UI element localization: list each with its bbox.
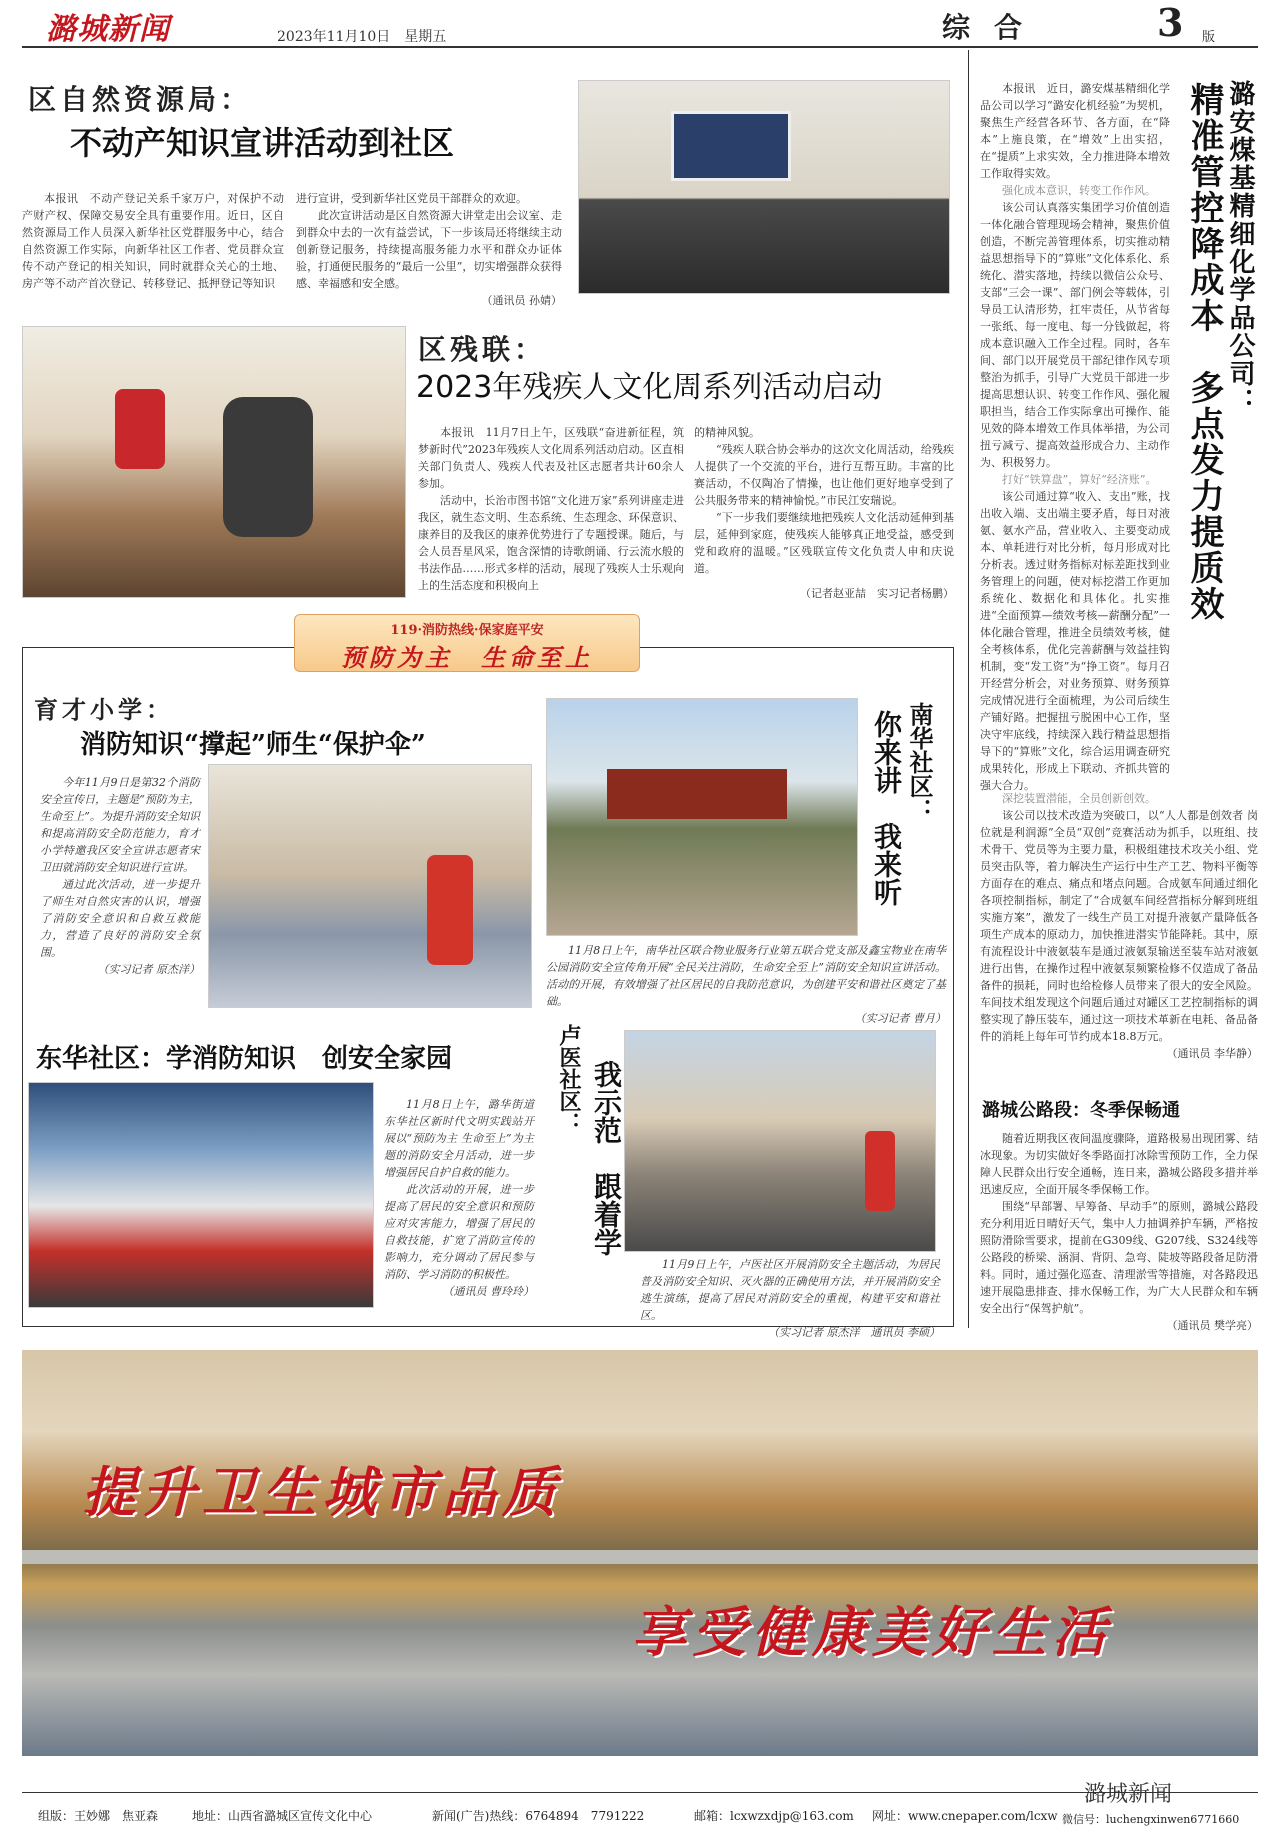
right1-lead3: 打好“铁算盘”，算好“经济账”。 (1002, 473, 1157, 486)
fire4-body: 11月9日上午，卢医社区开展消防安全主题活动，为居民普及消防安全知识、灭火器的正确使用方法，并开展消防安全逃生演练，提高了居民对消防安全的重视，构建平安和谐社区。 （实习记者 原杰洋 通讯员 李硕） (640, 1258, 940, 1339)
calligrapher-figure (223, 397, 313, 537)
article2-col2: 的精神风貌。 “残疾人联合协会举办的这次文化周活动，给残疾人提供了一个交流的平台，进行互帮互助。丰富的比赛活动，不仅陶冶了情操，也让他们更好地享受到了公共服务带来的精神愉悦。”市民江安瑞说。 “下一步我们要继续地把残疾人文化活动延伸到基层，延伸到家庭，使残疾人能够真正地受益，感受到党和政府的温暖。”区残联宣传文化负责人申和庆说道。 （记者赵亚喆 实习记者杨鹏） (694, 426, 954, 600)
instructor-vest (865, 1131, 895, 1211)
projector-screen (671, 111, 791, 181)
footer-editors: 组版：王妙娜 焦亚森 (38, 1809, 159, 1823)
fire1-headline: 消防知识“撑起”师生“保护伞” (80, 730, 426, 760)
lecture-room-photo (578, 80, 950, 294)
right2-credit: （通讯员 樊学亮） (1166, 1319, 1258, 1332)
footer-email: 邮箱：lcxwzxdjp@163.com (694, 1809, 854, 1823)
article1-col1: 本报讯 不动产登记关系千家万户，对保护不动产财产权、保障交易安全具有重要作用。近日，区自然资源局工作人员深入新华社区党群服务中心，结合自然资源工作实际，向新华社区工作者、党员群众宣传不动产登记的相关知识，同时就群众关心的土地、房产等不动产首次登记、转移登记、抵押登记等知识 (22, 192, 284, 290)
masthead (22, 0, 1258, 48)
lecturer-vest (427, 855, 473, 965)
section-name: 综合 (942, 11, 1047, 44)
fire4-headline: 我示范 跟着学 (590, 1060, 623, 1256)
page-number: 3 (1157, 0, 1184, 45)
article1-headline: 不动产知识宣讲活动到社区 (70, 124, 455, 162)
right1-lead2: 强化成本意识，转变工作作风。 (1002, 184, 1156, 197)
fire2-kicker: 南华社区： (905, 702, 934, 822)
newspaper-logo: 潞城新闻 (46, 12, 170, 47)
park-gathering-photo (546, 698, 858, 936)
article2-credit: （记者赵亚喆 实习记者杨鹏） (800, 587, 954, 600)
river-scenery-photo (22, 1350, 1258, 1756)
article1-col2: 进行宣讲，受到新华社区党员干部群众的欢迎。 此次宣讲活动是区自然资源大讲堂走出会议室、走到群众中去的一次有益尝试，下一步该局还将继续主动创新登记服务，持续提高服务能力水平和群众办证体验，打通便民服务的“最后一公里”，切实增强群众获得感、幸福感和安全感。 （通讯员 孙婧） (296, 192, 562, 307)
fire2-headline: 你来讲 我来听 (870, 710, 903, 906)
article2-headline: 2023年残疾人文化周系列活动启动 (416, 370, 883, 405)
issue-date: 2023年11月10日 星期五 (277, 29, 447, 45)
right2-body: 随着近期我区夜间温度骤降，道路极易出现团雾、结冰现象。为切实做好冬季路面打冰除雪预防工作，全力保障人民群众出行安全通畅，连日来，潞城公路段多措并举迅速反应，全面开展冬季保畅工作。 围绕“早部署、早筹备、早动手”的原则，潞城公路段充分利用近日晴好天气，集中人力抽调养护车辆，严格按照防滑除雪要求，提前在G309线、G207线、S324线等公路段的桥梁、涵洞、背阴、急弯、陡坡等路段备足防滑料。同时，通过强化巡查、清理淤雪等措施，对各路段迅速开展隐患排查、排水保畅工作，为广大人民群众和车辆安全出行“保驾护航”。 （通讯员 樊学亮） (980, 1132, 1258, 1332)
right2-headline: 潞城公路段：冬季保畅通 (982, 1100, 1180, 1121)
right1-credit: （通讯员 李华静） (1166, 1047, 1258, 1060)
slogan-upper: 提升卫生城市品质 (82, 1460, 562, 1524)
article2-kicker: 区残联： (418, 333, 547, 366)
slogan-lower: 享受健康美好生活 (632, 1600, 1112, 1664)
fire3-body: 11月8日上午，潞华街道东华社区新时代文明实践站开展以“预防为主 生命至上”为主题的消防安全月活动，进一步增强居民自护自救的能力。 此次活动的开展，进一步提高了居民的安全意识和预防应对灾害能力，增强了居民的自救技能，扩宽了消防宣传的影响力，充分调动了居民参与消防、学习消防的积极性。 （通讯员 曹玲玲） (384, 1098, 534, 1298)
fire1-kicker: 育才小学： (34, 695, 174, 724)
footer-hotline: 新闻(广告)热线：6764894 7791222 (432, 1809, 645, 1823)
footer-wechat: 微信号：luchengxinwen6771660 (1062, 1813, 1240, 1826)
fire3-headline: 东华社区：学消防知识 创安全家园 (36, 1044, 453, 1074)
column-divider (968, 50, 969, 1328)
footer-address: 地址：山西省潞城区宣传文化中心 (192, 1809, 373, 1823)
fire-drill-street-photo (624, 1030, 936, 1252)
right1-lead4: 深挖装置潜能，全员创新创效。 (1002, 792, 1156, 805)
fire4-kicker: 卢医社区： (556, 1024, 582, 1134)
fire2-credit: （实习记者 曹月） (854, 1012, 946, 1025)
fire2-body: 11月8日上午，南华社区联合物业服务行业第五联合党支部及鑫宝物业在南华公园消防安全宣传角开展“全民关注消防，生命安全至上”消防安全知识宣讲活动。活动的开展，有效增强了社区居民的自我防范意识，为创建平安和谐社区奠定了基础。 （实习记者 曹月） (546, 944, 946, 1025)
article1-credit: （通讯员 孙婧） (481, 294, 562, 307)
right1-body-top: 本报讯 近日，潞安煤基精细化学品公司以学习“潞安化机经验”为契机，聚焦生产经营各环节、各方面，在“降本”上施良策，在“增效”上出实招，在“提质”上求实效，全力推进降本增效工作取得实效。 强化成本意识，转变工作作风。 该公司认真落实集团学习价值创造一体化融合管理现场会精神，聚焦价值创造，不断完善管理体系，切实推动精益思想指导下的“算账”文化体系化、系统化、潜实落地，持续以微信公众号、支部“三会一课”、部门例会等载体，引导员工认清形势，扛牢责任，从节省每一张纸、每一度电、每一分钱做起，将成本意识融入工作全过程。同时，各车间、部门以开展党员干部纪律作风专项整治为抓手，引导广大党员干部进一步提高思想认识、转变工作作风、强化履职担当，结合工作实际拿出可操作、能见效的降本增效工作具体举措，为公司扭亏减亏、提高效益形成合力、主动作为、积极努力。 打好“铁算盘”，算好“经济账”。 该公司通过算“收入、支出”账，找出收入端、支出端主要矛盾，每日对液氨、氨水产品，营业收入、主要变动成本、单耗进行对比分析，每月形成对比分析表。透过财务指标对标差距找到业务管理上的问题，使对标挖潜工作更加系统化、数据化和具体化。扎实推进“全面预算—绩效考核—薪酬分配”一体化融合管理，推进全员绩效考核，健全考核体系，优化完善薪酬与效益挂钩机制，变“发工资”为“挣工资”。每月召开经营分析会，对业务预算、财务预算完成情况进行全面梳理，为公司后续生产铺好路。把握扭亏脱困中心工作，坚决守牢底线，持续深入践行精益思想指导下的“算账”文化，综合运用调查研究成果转化，形成上下联动、齐抓共管的强大合力。 (980, 82, 1170, 792)
community-fire-class-photo (28, 1082, 374, 1308)
wechat-brand: 潞城新闻 (1084, 1782, 1173, 1807)
fire3-credit: （通讯员 曹玲玲） (442, 1285, 534, 1298)
page-suffix: 版 (1202, 30, 1216, 45)
right1-headline: 精准管控降成本 多点发力提质效 (1184, 82, 1224, 622)
right1-body-bottom: 深挖装置潜能，全员创新创效。 该公司以技术改造为突破口，以“人人都是创效者 岗位就是利润源”全员“双创”竞赛活动为抓手，以班组、技术骨干、党员等为主要力量，积极组建技术攻关小组、党员突击队等，着力解决生产运行中生产工艺、物料平衡等方面存在的难点、痛点和堵点问题。合成氨车间通过细化各项控制指标，制定了“合成氨车间经营指标分解到班组实施方案”，激发了一线生产员工对提升液氨产量降低各项生产成本的原动力，加快推进潜实节能降耗。其中，原有流程设计中液氨装车是通过液氨泵输送至装车站对液氨进行出售，在操作过程中液氨泵频繁检修不仅造成了备品备件的损耗，同时也给检修人员带来了很大的安全风险。车间技术组发现这个问题后通过对罐区工艺控制指标的调整实现了静压装车，通过这一项技术革新在电耗、备品备件的消耗上每年可节约成本18.8万元。 （通讯员 李华静） (980, 792, 1258, 1060)
volunteer-vest (115, 389, 165, 469)
article1-kicker: 区自然资源局： (28, 83, 253, 116)
bridge-railing (22, 1550, 1258, 1564)
fire-safety-banner: 119·消防热线·保家庭平安 预防为主 生命至上 (294, 614, 640, 672)
footer (22, 1782, 1258, 1832)
article2-col1: 本报讯 11月7日上午，区残联“奋进新征程，筑梦新时代”2023年残疾人文化周系列活动启动。区直相关部门负责人、残疾人代表及社区志愿者共计60余人参加。 活动中，长治市图书馆“文化进万家”系列讲座走进我区，就生态文明、生态系统、生态理念、环保意识、康养目的及我区的康养优势进行了专题授课。随后，与会人员吾星风采，饱含深情的诗歌朗诵、行云流水般的书法作品……形式多样的活动，展现了残疾人士乐观向上的生活态度和积极向上 (418, 426, 684, 592)
fire4-credit: （实习记者 原杰洋 通讯员 李硕） (768, 1326, 940, 1339)
pavilion-roof (607, 769, 787, 819)
fire1-body: 今年11月9日是第32个消防安全宣传日，主题是“预防为主，生命至上”。为提升消防安全知识和提高消防安全防范能力，育才小学特邀我区安全宣讲志愿者宋卫田就消防安全知识进行宣讲。 通过此次活动，进一步提升了师生对自然灾害的认识，增强了消防安全意识和自救互救能力，营造了良好的消防安全氛围。 （实习记者 原杰洋） (40, 776, 200, 976)
school-fire-lecture-photo (208, 764, 532, 1008)
fire1-credit: （实习记者 原杰洋） (97, 963, 200, 976)
right1-kicker: 潞安煤基精细化学品公司： (1225, 80, 1255, 416)
calligraphy-event-photo (22, 326, 406, 598)
footer-web: 网址：www.cnepaper.com/lcxw (872, 1809, 1058, 1823)
